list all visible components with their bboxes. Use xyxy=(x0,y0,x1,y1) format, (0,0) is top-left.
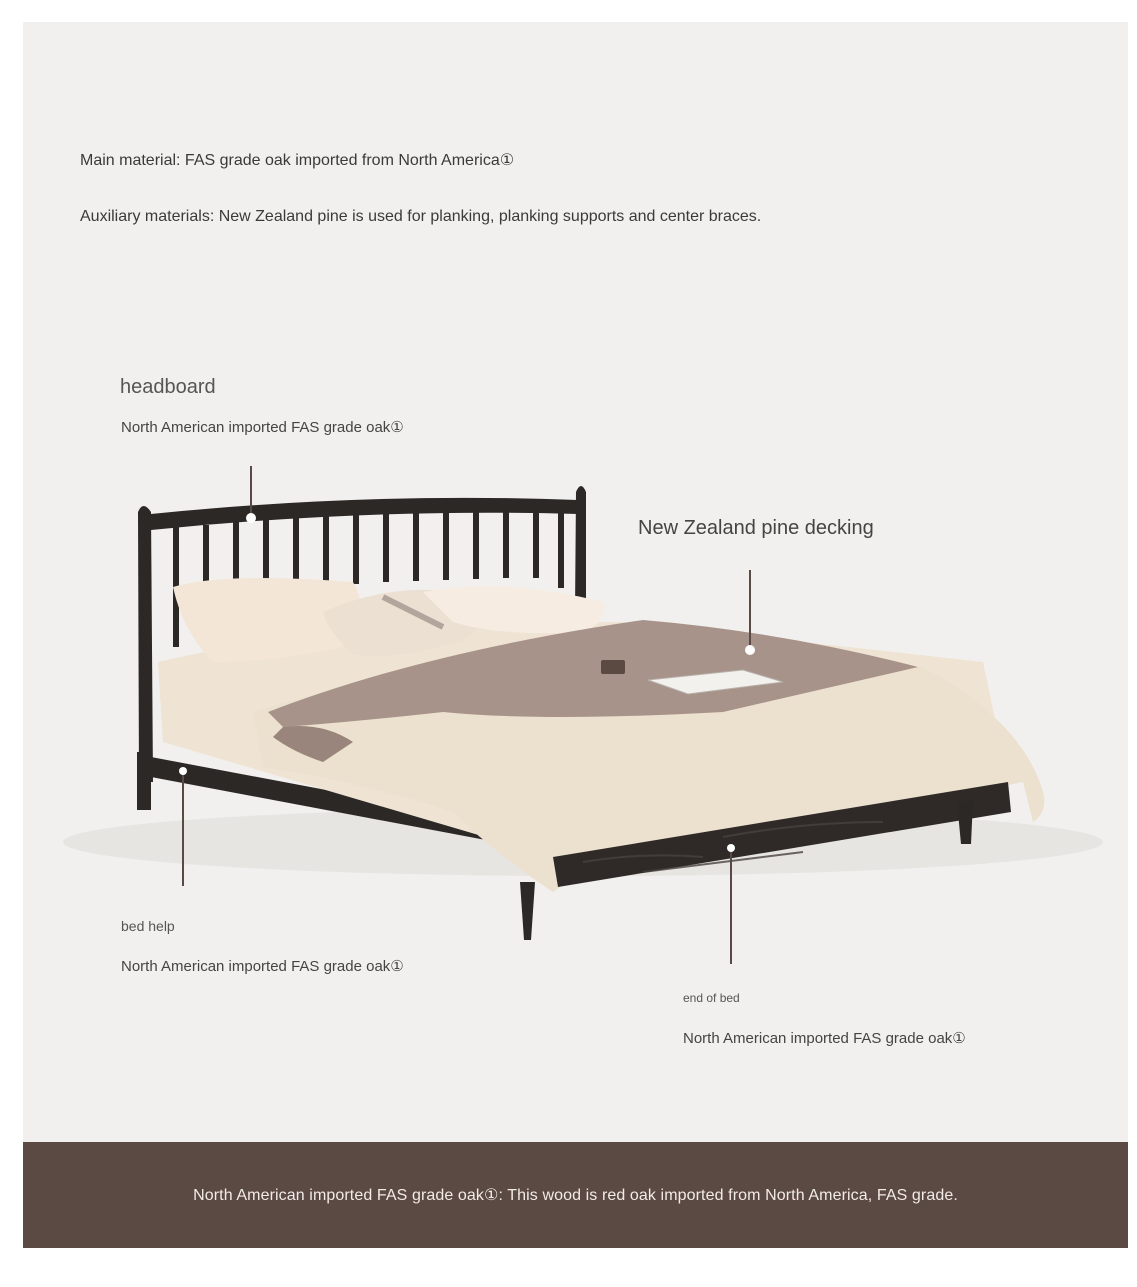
end-of-bed-description: North American imported FAS grade oak① xyxy=(683,1030,966,1047)
bed-help-description: North American imported FAS grade oak① xyxy=(121,958,404,975)
front-left-leg xyxy=(520,882,535,940)
footer-note: North American imported FAS grade oak①: This wood is red oak imported from North America, FAS grade. xyxy=(193,1187,958,1204)
headboard-top-rail xyxy=(151,498,578,530)
headboard-left-post xyxy=(138,506,153,782)
auxiliary-material-text: Auxiliary materials: New Zealand pine is used for planking, planking supports and center braces. xyxy=(80,208,762,225)
main-material-text: Main material: FAS grade oak imported from North America① xyxy=(80,152,515,169)
decking-label: New Zealand pine decking xyxy=(638,517,874,539)
end-of-bed-label: end of bed xyxy=(683,991,740,1005)
headboard-description: North American imported FAS grade oak① xyxy=(121,419,404,436)
decking-callout-dot xyxy=(745,645,755,655)
headboard-callout-dot xyxy=(246,513,256,523)
endbed-callout-dot xyxy=(727,844,735,852)
bed-help-label: bed help xyxy=(121,918,175,934)
headboard-label: headboard xyxy=(120,376,216,398)
small-box xyxy=(601,660,625,674)
footer-band xyxy=(23,1142,1128,1248)
bedhelp-callout-dot xyxy=(179,767,187,775)
